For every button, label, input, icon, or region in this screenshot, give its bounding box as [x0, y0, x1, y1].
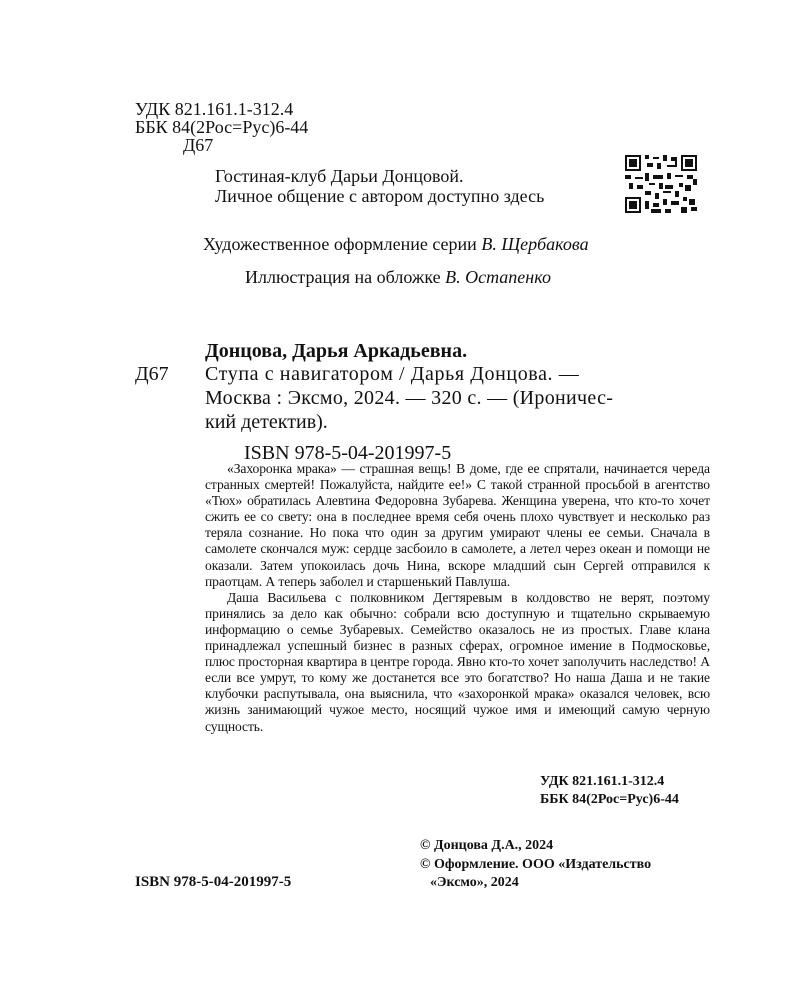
- bib-title-line-3: кий детектив).: [205, 411, 328, 433]
- bottom-bbk-code: ББК 84(2Рос=Рус)6-44: [540, 792, 679, 807]
- annotation: [205, 461, 710, 735]
- copyright-author: © Донцова Д.А., 2024: [420, 838, 554, 853]
- club-line-1: Гостиная-клуб Дарьи Донцовой.: [215, 166, 464, 186]
- bib-author: Донцова, Дарья Аркадьевна.: [205, 340, 468, 362]
- series-design-name: В. Щербакова: [481, 234, 589, 254]
- copyright-publisher: «Эксмо», 2024: [430, 875, 519, 890]
- isbn-bottom: ISBN 978-5-04-201997-5: [135, 874, 292, 890]
- author-mark: Д67: [183, 135, 214, 155]
- copyright-design: © Оформление. ООО «Издательство: [420, 857, 652, 872]
- cover-illustration-credit: [245, 266, 551, 288]
- udk-code: УДК 821.161.1-312.4: [135, 99, 294, 119]
- bib-isbn: ISBN 978-5-04-201997-5: [244, 442, 452, 464]
- bib-title-line-2: Москва : Эксмо, 2024. — 320 с. — (Ироничес-: [205, 387, 614, 409]
- club-line-2: Личное общение с автором доступно здесь: [215, 186, 545, 206]
- cover-illustration-label: Иллюстрация на обложке: [245, 267, 441, 287]
- cover-illustration-name: В. Остапенко: [445, 267, 551, 287]
- bib-mark: Д67: [135, 363, 169, 385]
- series-design-label: Художественное оформление серии: [203, 234, 477, 254]
- annotation-paragraph-2: Даша Васильева с полковником Дегтяревым в колдовство не верят, поэтому принялись за дело как обычно: собрали всю доступную и тщательно скрываемую информацию о семье Зубаревых. Семейство оказалось не из простых. Главе клана принадлежал успешный бизнес в разных сферах, огромное имение в Подмосковье, плюс просторная квартира в центре города. Явно кто-то хочет заполучить наследство! А если все умрут, то кому же достанется все это богатство? Но наша Даша и не такие клубочки распутывала, она выяснила, что «захоронкой мрака» оказался человек, всю жизнь занимающий чужое место, носящий чужое имя и имеющий самую черную сущность.: [205, 589, 710, 734]
- qr-code-icon[interactable]: [625, 155, 697, 213]
- annotation-paragraph-1: «Захоронка мрака» — страшная вещь! В доме, где ее спрятали, начинается череда странных смертей! Пожалуйста, найдите ее!» С такой странной просьбой в агентство «Тюх» обратилась Алевтина Федоровна Зубарева. Женщина уверена, что кто-то хочет сжить ее со свету: она в последнее время себя очень плохо чувствует и несколько раз теряла сознание. Но пока что один за другим умирают члены ее семьи. Сначала в самолете скончался муж: сердце засбоило в самолете, а летел через океан и помощи не оказали. Затем упокоилась дочь Нина, вскоре младший сын Сергей отправился к праотцам. А теперь заболел и старшенький Павлуша.: [205, 461, 710, 589]
- bib-title-line-1: Ступа с навигатором / Дарья Донцова. —: [205, 363, 580, 385]
- bottom-udk-code: УДК 821.161.1-312.4: [540, 774, 665, 789]
- bbk-code: ББК 84(2Рос=Рус)6-44: [135, 117, 309, 137]
- series-design-credit: [203, 233, 589, 255]
